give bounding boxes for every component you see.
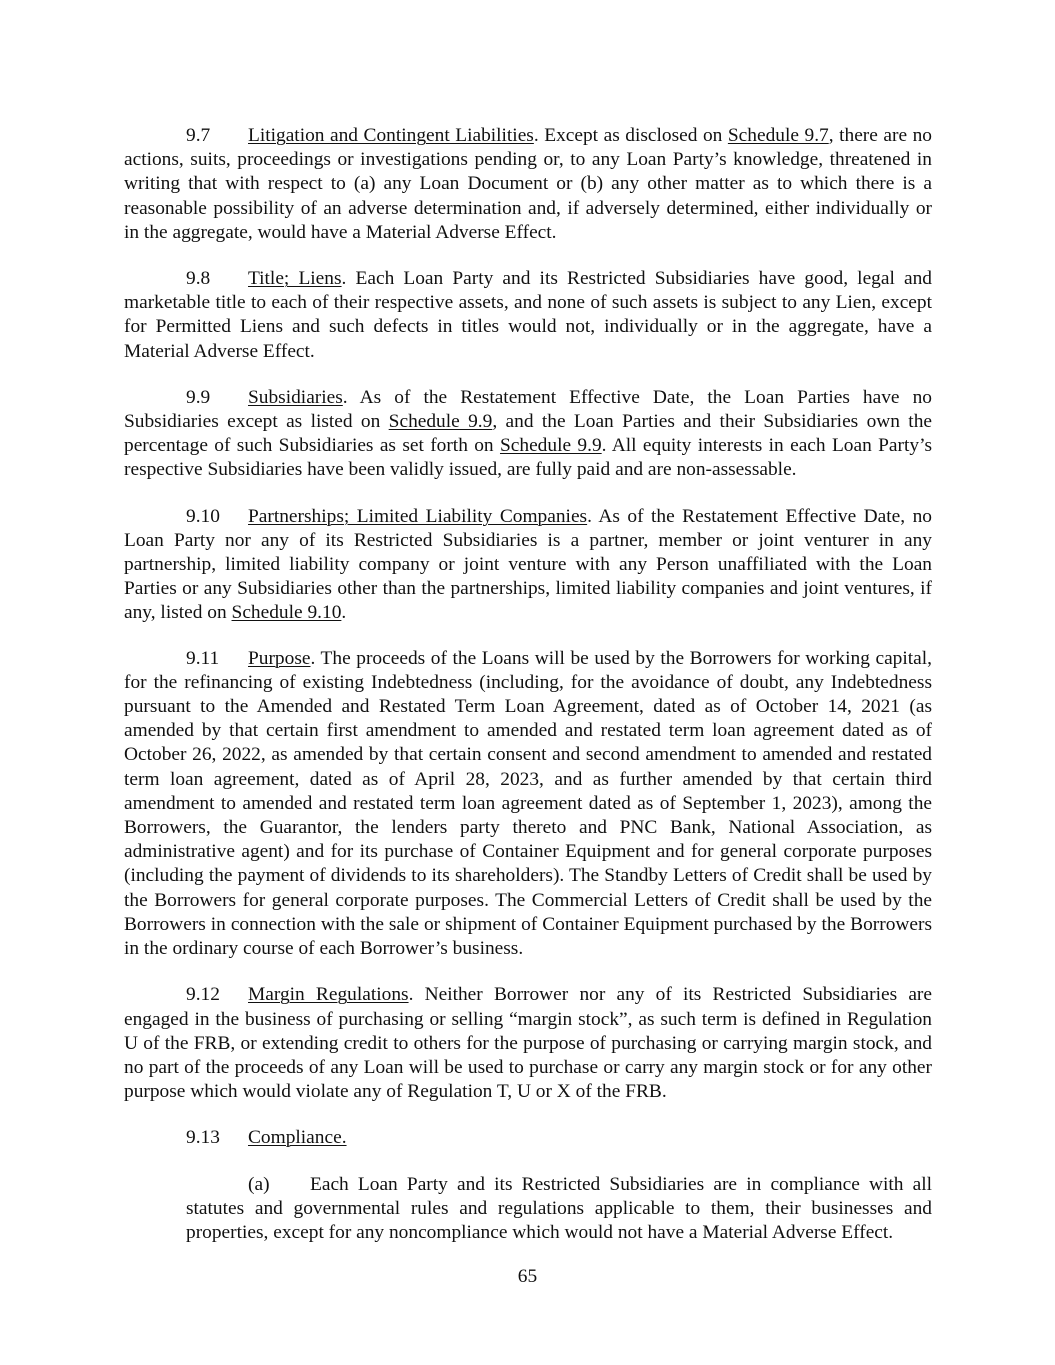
section-9-10: [124, 505, 932, 626]
schedule-reference: Schedule 9.9: [388, 411, 493, 433]
section-heading: Subsidiaries: [248, 386, 343, 408]
section-text: . All equity interests in each Loan Party’s respective Subsidiaries have been validly issued, are fully paid and are non-assessable.: [124, 435, 933, 481]
section-text: , and the Loan Parties and their Subsidiaries own the percentage of such Subsidiaries as set forth on: [124, 411, 932, 457]
schedule-reference: Schedule 9.10: [231, 602, 342, 624]
section-9-7: [124, 124, 932, 245]
section-text: . Neither Borrower nor any of its Restricted Subsidiaries are engaged in the business of purchasing or selling “margin stock”, as such term is defined in Regulation U of the FRB, or extending credit to others for the purpose of purchasing or carrying margin stock, and no part of the proceeds of any Loan will be used to purchase or carry any margin stock or for any other purpose which would violate any of Regulation T, U or X of the FRB.: [124, 984, 932, 1103]
section-number: 9.9: [186, 386, 211, 408]
section-number: 9.7: [186, 125, 211, 146]
section-text: . As of the Restatement Effective Date, the Loan Parties have no Subsidiaries except as listed on: [124, 386, 932, 433]
section-heading: Purpose: [248, 647, 311, 669]
section-heading: Compliance.: [248, 1127, 347, 1149]
section-text: . The proceeds of the Loans will be used by the Borrowers for working capital, for the refinancing of existing Indebtedness (including, for the avoidance of doubt, any Indebtedness pursuant to the Amended and Restated Term Loan Agreement, dated as of October 14, 2021 (as amended by that certain first amendment to amended and restated term loan agreement dated as of October 26, 2022, as amended by that certain consent and second amendment to amended and restated term loan agreement, dated as of April 28, 2023, and as further amended by that certain third amendment to amended and restated term loan agreement dated as of September 1, 2023), among the Borrowers, the Guarantor, the lenders party thereto and PNC Bank, National Association, as administrative agent) and for its purchase of Container Equipment and for general corporate purposes (including the payment of dividends to its shareholders). The Standby Letters of Credit shall be used by the Borrowers for general corporate purposes. The Commercial Letters of Credit shall be used by the Borrowers in connection with the sale or shipment of Container Equipment purchased by the Borrowers in the ordinary course of each Borrower’s business.: [124, 647, 932, 960]
section-9-9: [124, 386, 932, 483]
section-text: . As of the Restatement Effective Date, no Loan Party nor any of its Restricted Subsidiaries is a partner, member or joint venturer in any partnership, limited liability company or joint venture with any Person unaffiliated with the Loan Parties or any Subsidiaries other than the partnerships, limited liability companies and joint ventures, if any, listed on: [124, 505, 932, 624]
section-9-12: [124, 983, 932, 1104]
section-9-8: [124, 267, 932, 364]
section-text: . Except as disclosed on: [533, 125, 728, 146]
section-heading: Partnerships; Limited Liability Companies: [248, 505, 588, 527]
schedule-reference: Schedule 9.9: [499, 435, 602, 457]
section-number: 9.13: [186, 1127, 220, 1149]
subsection-label: (a): [248, 1173, 270, 1195]
page-number: 65: [517, 1266, 538, 1287]
section-9-13-a: [186, 1173, 932, 1246]
section-number: 9.8: [186, 268, 211, 290]
section-number: 9.11: [186, 647, 220, 669]
section-9-11: [124, 647, 932, 962]
section-text: .: [341, 602, 347, 624]
section-heading: Title; Liens: [248, 268, 342, 290]
schedule-reference: Schedule 9.7: [727, 125, 829, 146]
section-text: , there are no actions, suits, proceedings or investigations pending or, to any Loan Party’s knowledge, threatened in writing that with respect to (a) any Loan Document or (b) any other matter as to which there is a reasonable possibility of an adverse determination and, if adversely determined, either individually or in the aggregate, would have a Material Adverse Effect.: [124, 125, 932, 243]
subsection-text: Each Loan Party and its Restricted Subsidiaries are in compliance with all statutes and governmental rules and regulations applicable to them, their businesses and properties, except for any noncompliance which would not have a Material Adverse Effect.: [186, 1173, 932, 1243]
section-heading: Litigation and Contingent Liabilities: [248, 125, 534, 146]
section-number: 9.10: [186, 505, 220, 527]
document-page: [124, 124, 932, 1245]
section-heading: Margin Regulations: [248, 984, 409, 1006]
section-9-13: [124, 1126, 932, 1150]
section-number: 9.12: [186, 984, 220, 1006]
section-text: . Each Loan Party and its Restricted Subsidiaries have good, legal and marketable title to each of their respective assets, and none of such assets is subject to any Lien, except for Permitted Liens and such defects in titles would not, individually or in the aggregate, have a Material Adverse Effect.: [124, 268, 932, 362]
